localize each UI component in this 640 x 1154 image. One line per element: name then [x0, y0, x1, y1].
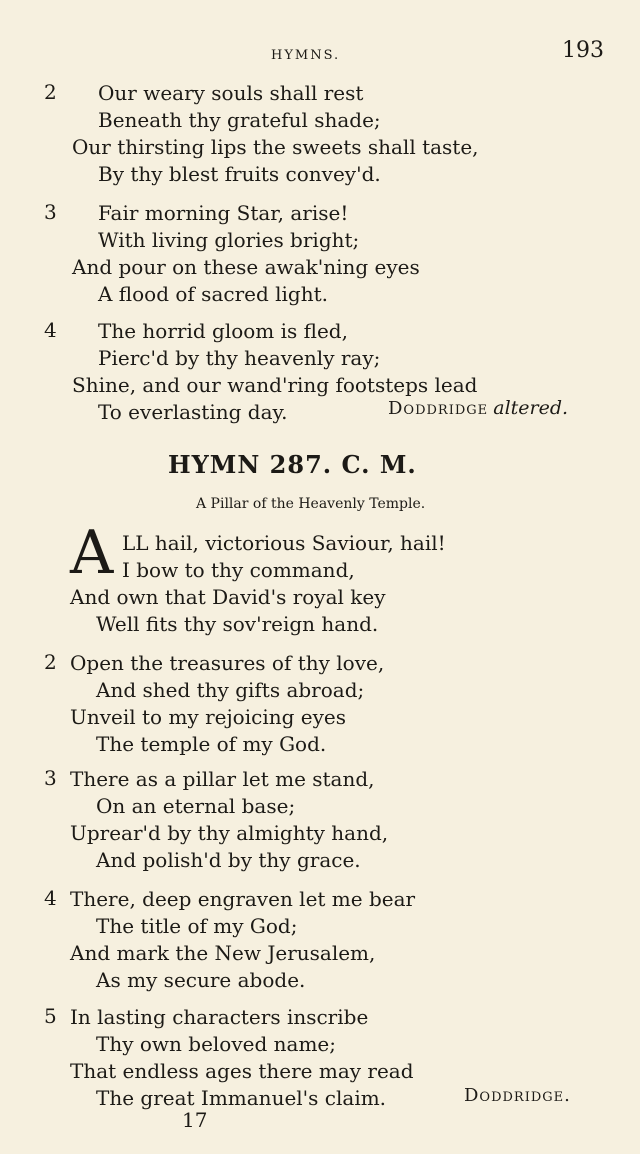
verse-line: A flood of sacred light.	[98, 282, 328, 306]
verse-line: And shed thy gifts abroad;	[96, 678, 365, 702]
stanza-number: 5	[44, 1004, 57, 1028]
verse-line: Beneath thy grateful shade;	[98, 108, 381, 132]
running-title: HYMNS.	[271, 48, 341, 63]
verse-line: Our thirsting lips the sweets shall taste,	[72, 135, 479, 159]
verse-line: On an eternal base;	[96, 794, 296, 818]
verse-line: Uprear'd by thy almighty hand,	[70, 821, 389, 845]
verse-line: And pour on these awak'ning eyes	[72, 255, 420, 279]
verse-line: In lasting characters inscribe	[70, 1005, 369, 1029]
verse-line: There as a pillar let me stand,	[70, 767, 375, 791]
verse-line: To everlasting day.	[98, 400, 288, 424]
attribution: Doddridge.	[464, 1085, 571, 1106]
verse-line: And mark the New Jerusalem,	[70, 941, 376, 965]
page-number: 193	[562, 38, 604, 63]
stanza-number: 2	[44, 80, 57, 104]
verse-line: Pierc'd by thy heavenly ray;	[98, 346, 381, 370]
verse-line: And polish'd by thy grace.	[96, 848, 361, 872]
verse-line: The temple of my God.	[96, 732, 327, 756]
hymn-subtitle: A Pillar of the Heavenly Temple.	[196, 496, 426, 512]
verse-line: The title of my God;	[96, 914, 298, 938]
verse-line: By thy blest fruits convey'd.	[98, 162, 381, 186]
verse-line: There, deep engraven let me bear	[70, 887, 416, 911]
verse-line: Fair morning Star, arise!	[98, 201, 349, 225]
verse-line: That endless ages there may read	[70, 1059, 414, 1083]
verse-line: With living glories bright;	[98, 228, 360, 252]
stanza-number: 2	[44, 650, 57, 674]
stanza-number: 4	[44, 318, 57, 342]
author-name: Doddridge	[388, 398, 489, 419]
verse-line: And own that David's royal key	[70, 585, 386, 609]
verse-line: Our weary souls shall rest	[98, 81, 364, 105]
verse-line: I bow to thy command,	[122, 558, 355, 582]
verse-line: The great Immanuel's claim.	[96, 1086, 387, 1110]
attribution	[388, 397, 568, 419]
verse-line: Thy own beloved name;	[96, 1032, 336, 1056]
verse-line: Open the treasures of thy love,	[70, 651, 385, 675]
hymn-title: HYMN 287. C. M.	[168, 450, 417, 479]
verse-line: As my secure abode.	[96, 968, 306, 992]
stanza-number: 3	[44, 200, 57, 224]
verse-line: The horrid gloom is fled,	[98, 319, 348, 343]
stanza-number: 3	[44, 766, 57, 790]
verse-line: Unveil to my rejoicing eyes	[70, 705, 346, 729]
verse-line: Well fits thy sov'reign hand.	[96, 612, 379, 636]
verse-line: Shine, and our wand'ring footsteps lead	[72, 373, 478, 397]
signature-mark: 17	[182, 1108, 208, 1132]
author-note: altered.	[493, 397, 569, 419]
verse-line: LL hail, victorious Saviour, hail!	[122, 531, 446, 555]
stanza-number: 4	[44, 886, 57, 910]
drop-cap: A	[70, 518, 114, 588]
